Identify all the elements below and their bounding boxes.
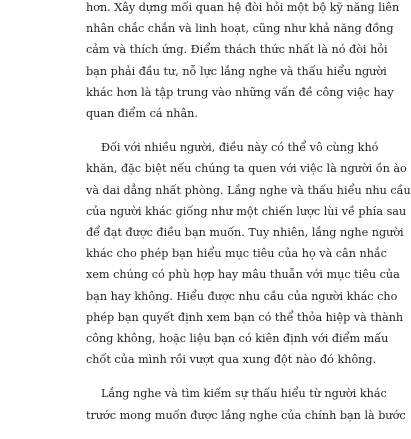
text-line: phép bạn quyết định xem bạn có thể thỏa hiệp và thành: [86, 310, 404, 324]
text-line: cảm và thích ứng. Điểm thách thức nhất là nó đòi hỏi: [86, 43, 388, 57]
paragraph-2: [86, 137, 411, 370]
text-line: hơn. Xây dựng mối quan hệ đòi hỏi một bộ kỹ năng liên: [86, 1, 400, 14]
text-line: xem chúng có phù hợp hay mâu thuẫn với mục tiêu của: [86, 268, 400, 282]
text-line: nhân chắc chắn và linh hoạt, cũng như khả năng đồng: [86, 22, 394, 36]
text-line: bạn phải đầu tư, nỗ lực lắng nghe và thấu hiểu người: [86, 64, 387, 78]
text-line: quan điểm cá nhân.: [86, 107, 198, 121]
text-line: của người khác giống như một chiến lược lùi về phía sau: [86, 204, 407, 218]
paragraph-3: [86, 383, 406, 425]
text-line: trước mong muốn được lắng nghe của chính bạn là bước: [86, 408, 406, 422]
text-line: khác cho phép bạn hiểu mục tiêu của họ và cân nhắc: [86, 247, 387, 261]
text-line: để đạt được điều bạn muốn. Tuy nhiên, lắng nghe người: [86, 226, 404, 240]
text-line: Lắng nghe và tìm kiếm sự thấu hiểu từ người khác: [101, 387, 387, 401]
text-line: khăn, đặc biệt nếu chúng ta quen với việc là người ồn ào: [86, 162, 407, 176]
text-line: khác hơn là tập trung vào những vấn đề công việc hay: [86, 85, 394, 99]
text-line: Đối với nhiều người, điều này có thể vô cùng khó: [101, 141, 379, 155]
text-line: chốt của mình rồi vượt qua xung đột nào đó không.: [86, 353, 377, 367]
text-line: công không, hoặc liệu bạn có kiên định với điểm mấu: [86, 332, 389, 346]
text-line: và dai dẳng nhất phòng. Lắng nghe và thấu hiểu nhu cầu: [86, 183, 411, 197]
paragraph-1: [86, 0, 400, 124]
text-line: bạn hay không. Hiểu được nhu cầu của người khác cho: [86, 289, 398, 303]
body-text: [86, 0, 411, 439]
